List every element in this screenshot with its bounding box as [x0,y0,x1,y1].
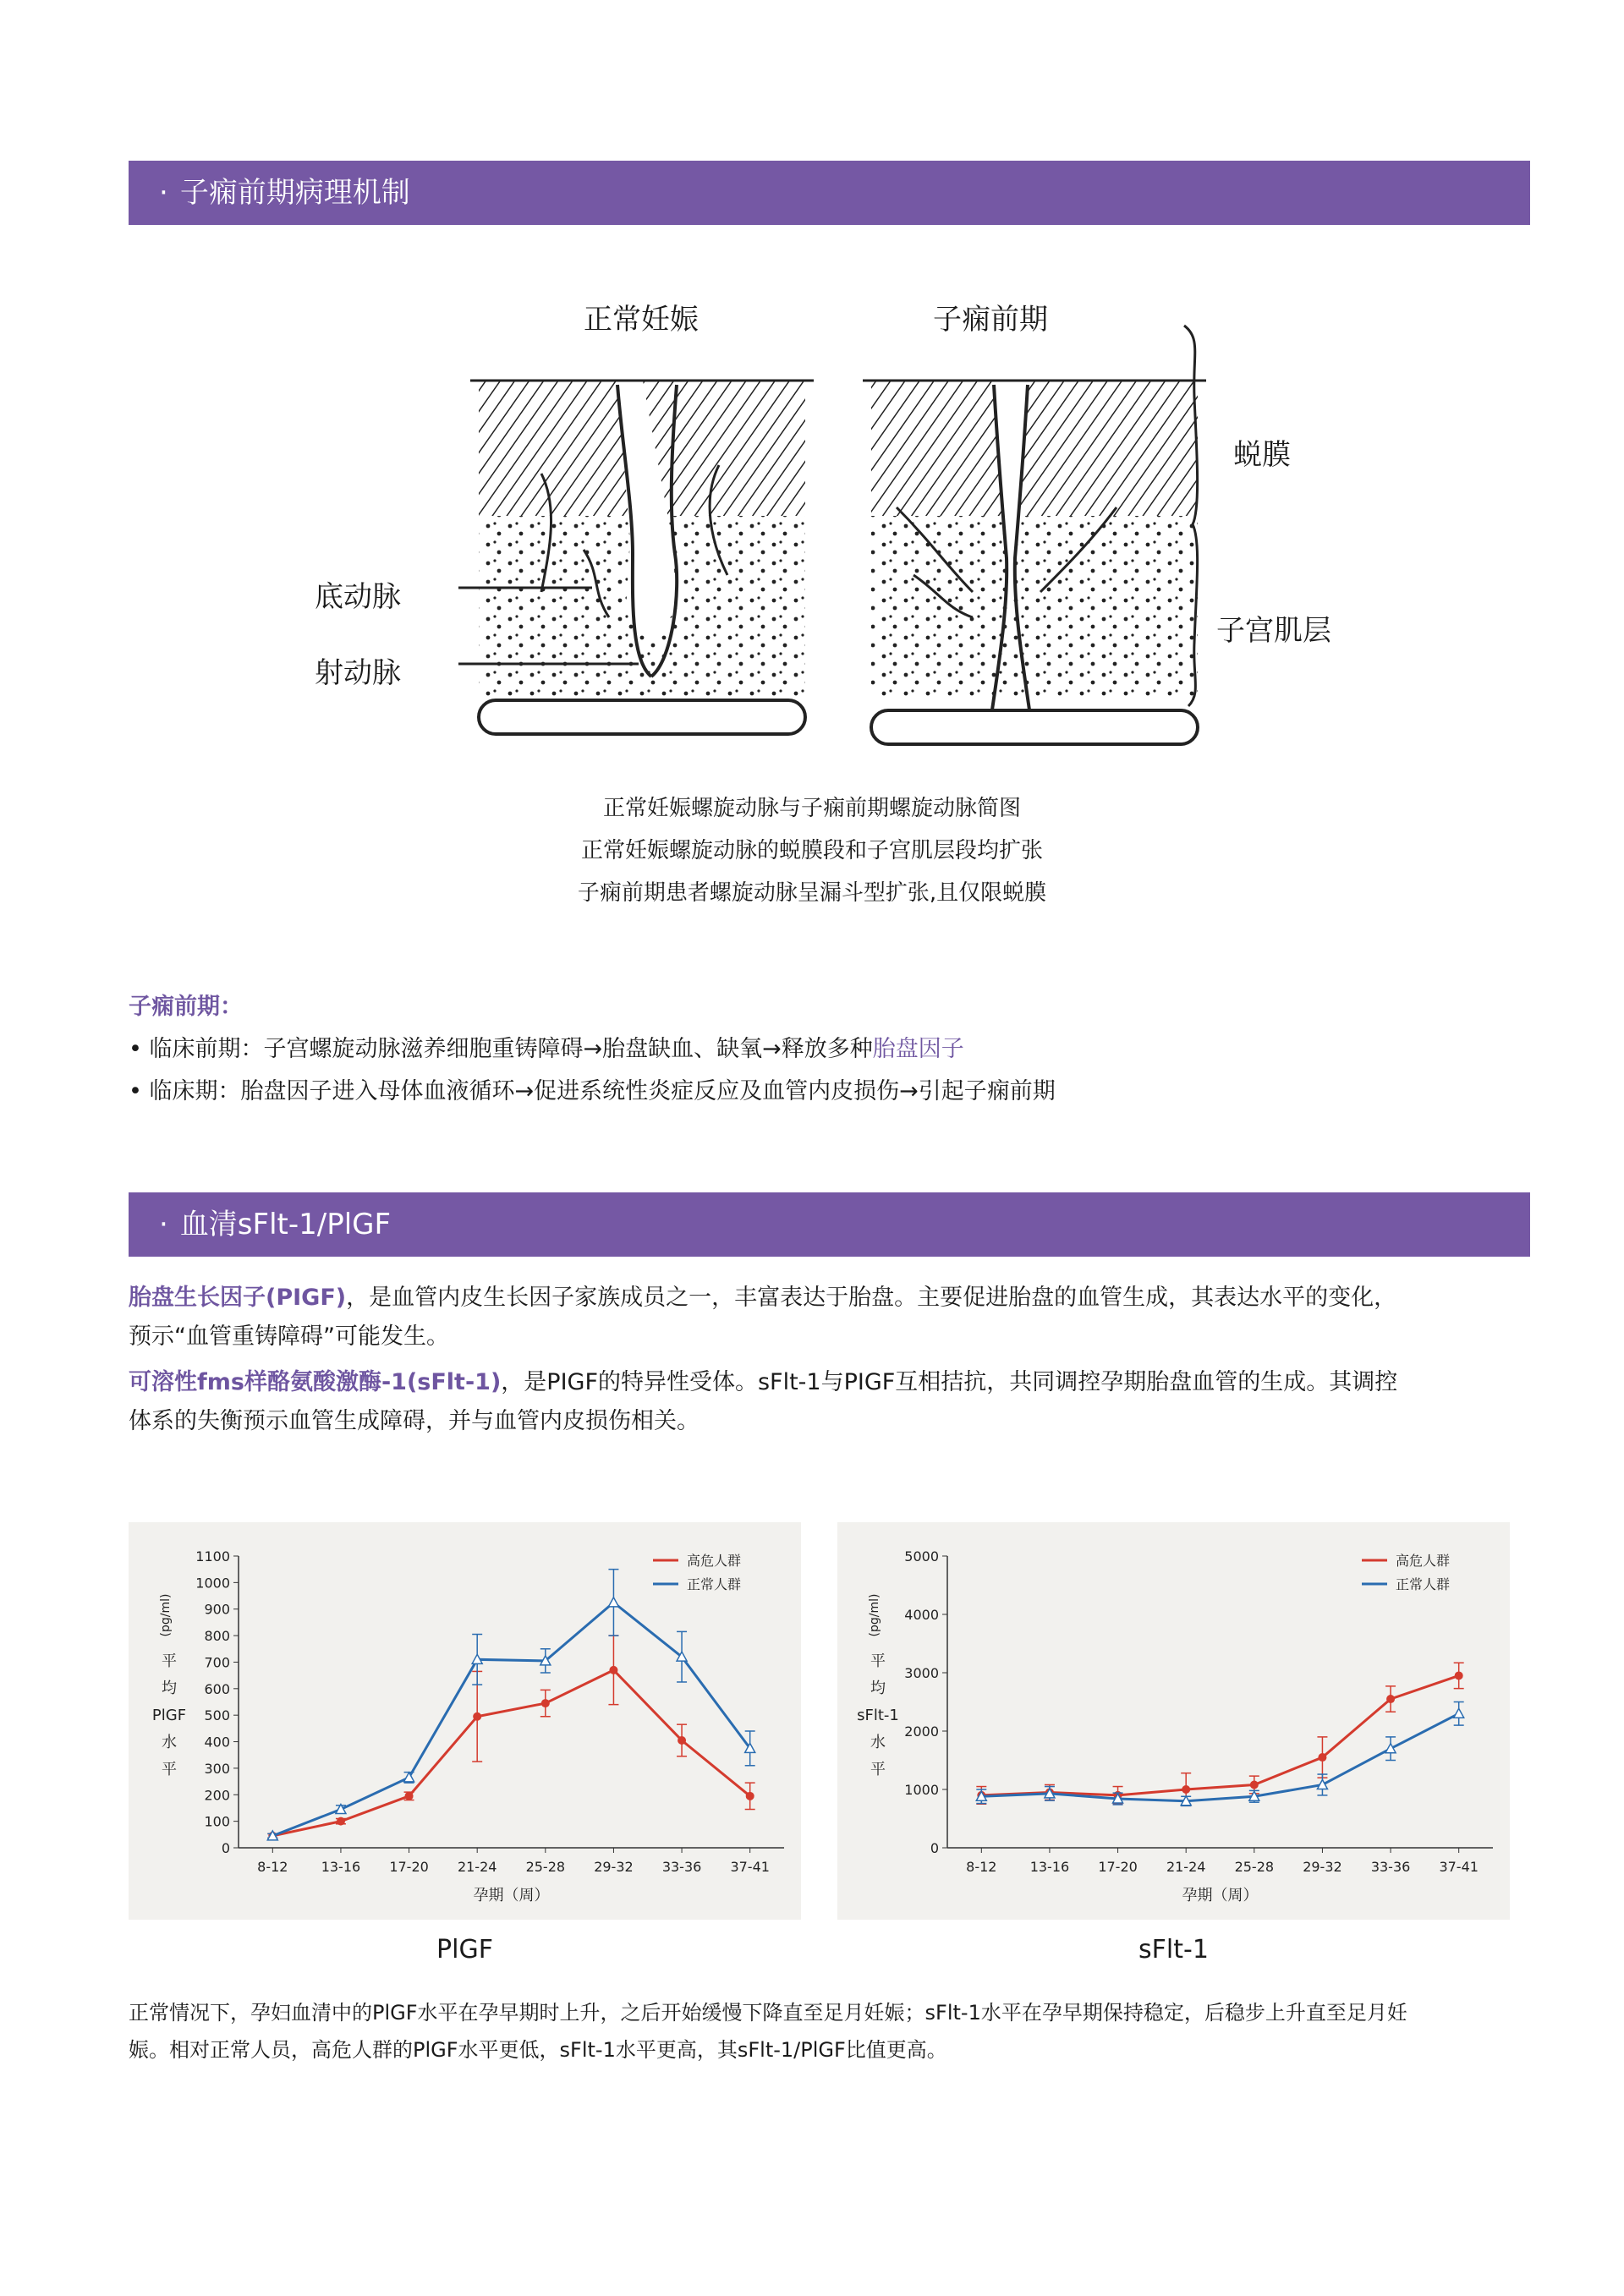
data-point [541,1699,550,1707]
data-point [678,1736,686,1745]
x-tick-label: 33-36 [1370,1859,1411,1875]
x-axis-label: 孕期（周） [473,1887,550,1904]
x-tick-label: 37-41 [730,1859,770,1875]
y-tick-label: 2000 [904,1723,939,1740]
label-decidua: 蜕膜 [1233,438,1291,472]
y-axis-label-part: 平 [870,1761,886,1778]
x-tick-label: 21-24 [457,1859,497,1875]
x-tick-label: 25-28 [525,1859,566,1875]
y-tick-label: 600 [204,1680,230,1697]
plgf-chart [129,1522,801,1920]
data-point [1454,1708,1464,1718]
plgf-chart-panel [129,1522,801,1920]
spiral-artery-diagram [0,0,1624,761]
x-tick-label: 33-36 [661,1859,702,1875]
y-axis-unit: (pg/ml) [159,1593,173,1637]
y-tick-label: 3000 [904,1665,939,1681]
y-tick-label: 700 [204,1654,230,1671]
y-axis-label-part: 均 [870,1680,886,1697]
y-tick-label: 300 [204,1760,230,1777]
summary-bullet-2 [129,1072,1533,1111]
sflt-chart-panel [837,1522,1510,1920]
y-tick-label: 900 [204,1601,230,1618]
data-point [405,1792,414,1800]
y-tick-label: 1000 [904,1782,939,1798]
y-tick-label: 0 [221,1840,230,1856]
y-axis-label-part: PlGF [151,1707,187,1724]
bullet-dot: • [129,1036,150,1062]
sflt-chart [837,1522,1510,1920]
data-point [1250,1780,1259,1789]
y-axis-label-part: 水 [162,1734,177,1751]
bullet-dot: · [159,1208,168,1241]
data-point [1182,1785,1190,1794]
x-tick-label: 29-32 [594,1859,634,1875]
placental-factor-highlight: 胎盘因子 [872,1036,964,1062]
x-tick-label: 37-41 [1439,1859,1479,1875]
y-axis-unit: (pg/ml) [868,1593,881,1637]
x-axis-label: 孕期（周） [1182,1887,1259,1904]
section-title: 血清sFlt-1/PlGF [179,1208,392,1241]
summary-title: 子痫前期： [129,994,243,1020]
x-tick-label: 29-32 [1303,1859,1342,1875]
figure-caption-3: 子痫前期患者螺旋动脉呈漏斗型扩张,且仅限蜕膜 [577,880,1047,906]
y-axis-label-part: 水 [870,1734,886,1751]
legend-label: 高危人群 [687,1553,742,1569]
summary-bullet-1 [129,1030,1533,1069]
series-line-normal [272,1603,749,1836]
x-tick-label: 13-16 [321,1859,361,1875]
y-tick-label: 500 [204,1707,230,1724]
sflt-paragraph [129,1363,1533,1441]
x-tick-label: 13-16 [1029,1859,1070,1875]
x-tick-label: 8-12 [257,1859,288,1875]
bullet-dot: • [129,1078,150,1104]
y-axis-label-part: sFlt-1 [857,1707,899,1724]
y-tick-label: 400 [204,1734,230,1751]
data-point [746,1792,754,1800]
data-point [1318,1753,1326,1762]
section-header-sflt [129,1192,1530,1257]
bullet-dot: · [159,176,168,210]
legend-label: 高危人群 [1396,1553,1451,1569]
y-tick-label: 1100 [195,1548,230,1564]
data-point [1455,1671,1463,1680]
y-axis-label-part: 平 [162,1761,177,1778]
figure-caption-2: 正常妊娠螺旋动脉的蜕膜段和子宫肌层段均扩张 [580,838,1043,863]
data-point [337,1817,345,1826]
label-myometrium: 子宫肌层 [1216,614,1331,648]
y-tick-label: 1000 [195,1575,230,1592]
section-title: 子痫前期病理机制 [179,176,410,210]
data-point [608,1597,618,1607]
data-point [1386,1695,1395,1703]
y-tick-label: 800 [204,1628,230,1645]
label-basal-artery: 底动脉 [315,580,401,614]
label-radial-artery: 射动脉 [315,656,401,690]
sflt-chart-title: sFlt-1 [1138,1935,1209,1964]
bullet-1-text: 临床前期：子宫螺旋动脉滋养细胞重铸障碍→胎盘缺血、缺氧→释放多种 [149,1036,873,1062]
footnote-line-2: 娠。相对正常人员，高危人群的PlGF水平更低，sFlt-1水平更高，其sFlt-1/PlGF比值更高。 [129,2038,947,2062]
label-normal-pregnancy: 正常妊娠 [584,303,699,337]
plgf-text-2: 预示“血管重铸障碍”可能发生。 [129,1323,449,1350]
y-axis-label-part: 平 [870,1652,886,1670]
figure-caption-1: 正常妊娠螺旋动脉与子痫前期螺旋动脉简图 [602,796,1021,821]
x-tick-label: 25-28 [1234,1859,1275,1875]
sflt-text-1: ，是PIGF的特异性受体。sFlt-1与PIGF互相拮抗，共同调控孕期胎盘血管的生成。其调控 [501,1369,1398,1395]
preeclampsia-panel [863,381,1206,744]
plgf-term: 胎盘生长因子(PIGF) [129,1285,347,1311]
y-tick-label: 200 [204,1787,230,1804]
bullet-2-text: 临床期：胎盘因子进入母体血液循环→促进系统性炎症反应及血管内皮损伤→引起子痫前期 [149,1078,1056,1104]
plgf-chart-title: PlGF [436,1935,493,1964]
y-axis-label-part: 平 [162,1652,177,1670]
data-point [609,1666,617,1674]
normal-pregnancy-panel [470,381,814,734]
sflt-text-2: 体系的失衡预示血管生成障碍，并与血管内皮损伤相关。 [129,1408,700,1434]
label-preeclampsia: 子痫前期 [933,303,1048,337]
y-tick-label: 5000 [904,1548,939,1564]
chart-footnote [129,1994,1533,2069]
legend-label: 正常人群 [1396,1576,1451,1592]
x-tick-label: 21-24 [1166,1859,1206,1875]
x-tick-label: 8-12 [966,1859,997,1875]
y-tick-label: 0 [930,1840,939,1856]
x-tick-label: 17-20 [389,1859,429,1875]
sflt-term: 可溶性fms样酪氨酸激酶-1(sFlt-1) [129,1369,502,1395]
y-tick-label: 100 [204,1813,230,1830]
plgf-text-1: ，是血管内皮生长因子家族成员之一，丰富表达于胎盘。主要促进胎盘的血管生成，其表达水平的变化， [346,1285,1397,1311]
plgf-paragraph [129,1279,1533,1356]
x-tick-label: 17-20 [1098,1859,1138,1875]
data-point [473,1712,481,1721]
legend-label: 正常人群 [687,1576,742,1592]
y-tick-label: 4000 [904,1607,939,1623]
footnote-line-1: 正常情况下，孕妇血清中的PlGF水平在孕早期时上升，之后开始缓慢下降直至足月妊娠；sFlt-1水平在孕早期保持稳定，后稳步上升直至足月妊 [129,2001,1407,2025]
series-line-high-risk [981,1675,1458,1795]
y-axis-label-part: 均 [162,1680,177,1697]
